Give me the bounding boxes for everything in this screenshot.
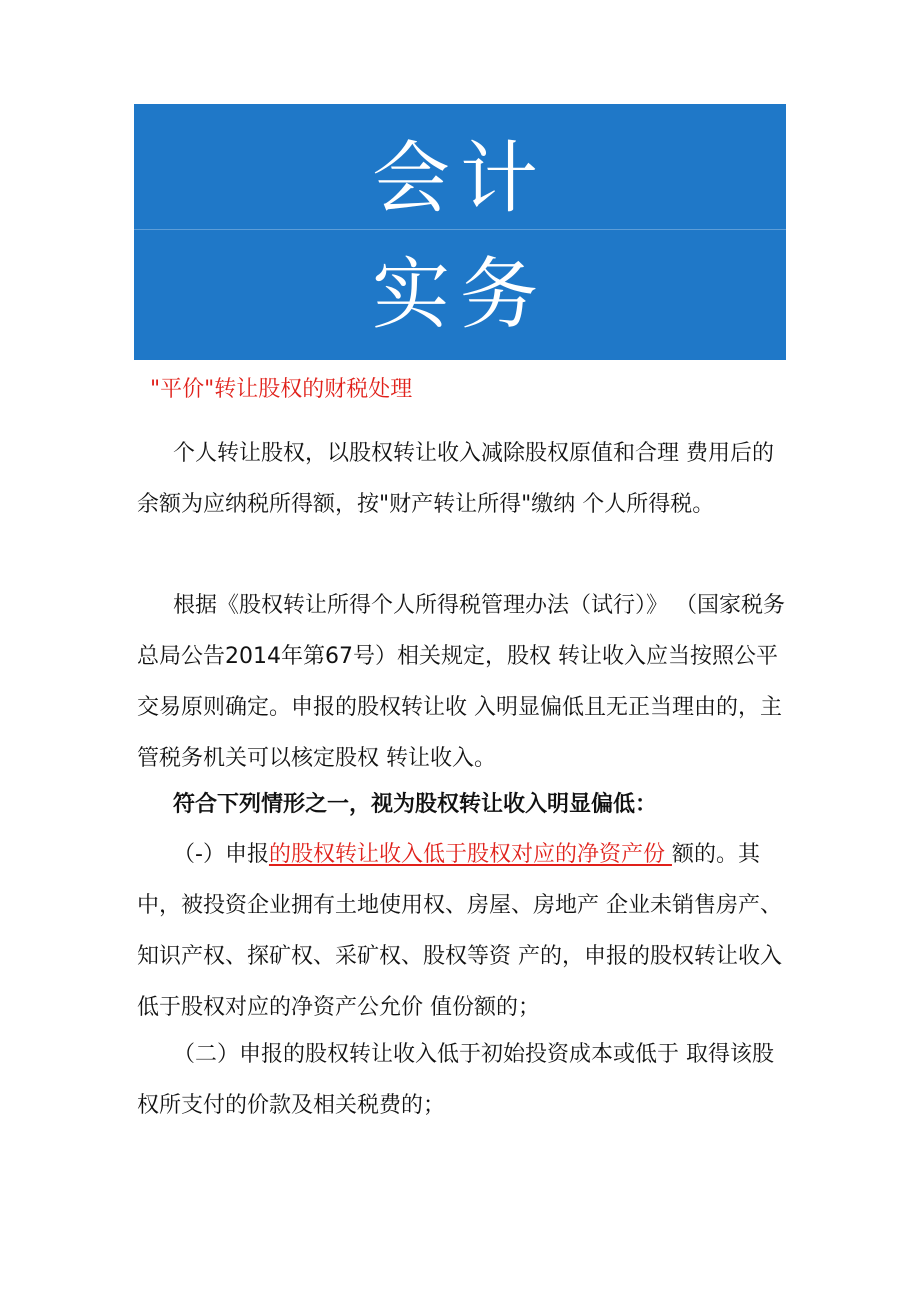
article-title: "平价"转让股权的财税处理 [150,377,413,402]
paragraph-5-text: （二）申报的股权转让收入低于初始投资成本或低于 取得该股权所支付的价款及相关税费的； [137,1042,774,1118]
paragraph-5 [137,1029,785,1131]
paragraph-1-text: 个人转让股权，以股权转让收入减除股权原值和合理 费用后的余额为应纳税所得额，按"财产转让所得"缴纳 个人所得税。 [137,441,774,517]
paragraph-4 [137,829,785,1033]
paragraph-4-prefix: （-）申报 [173,842,269,867]
banner-title-line-1: 会计 [371,134,548,224]
banner-title-line-2: 实务 [371,250,548,340]
paragraph-3-bold [137,779,785,830]
paragraph-1 [137,428,785,530]
paragraph-2 [137,580,785,784]
paragraph-4-suffix: 额的。其中，被投资企业拥有土地使用权、房屋、房地产 企业未销售房产、知识产权、探矿权、采矿权、股权等资 产的，申报的股权转让收入低于股权对应的净资产公允价 值份额的； [137,842,782,1020]
banner-divider [134,229,786,230]
paragraph-3-text: 符合下列情形之一，视为股权转让收入明显偏低： [173,792,658,817]
banner [134,104,786,360]
paragraph-2-text: 根据《股权转让所得个人所得税管理办法（试行）》 （国家税务总局公告2014年第67号）相关规定，股权 转让收入应当按照公平交易原则确定。申报的股权转让收 入明显偏低且无正当理由的，主管税务机关可以核定股权 转让收入。 [137,593,785,771]
paragraph-4-highlight: 的股权转让收入低于股权对应的净资产份 [268,842,672,867]
